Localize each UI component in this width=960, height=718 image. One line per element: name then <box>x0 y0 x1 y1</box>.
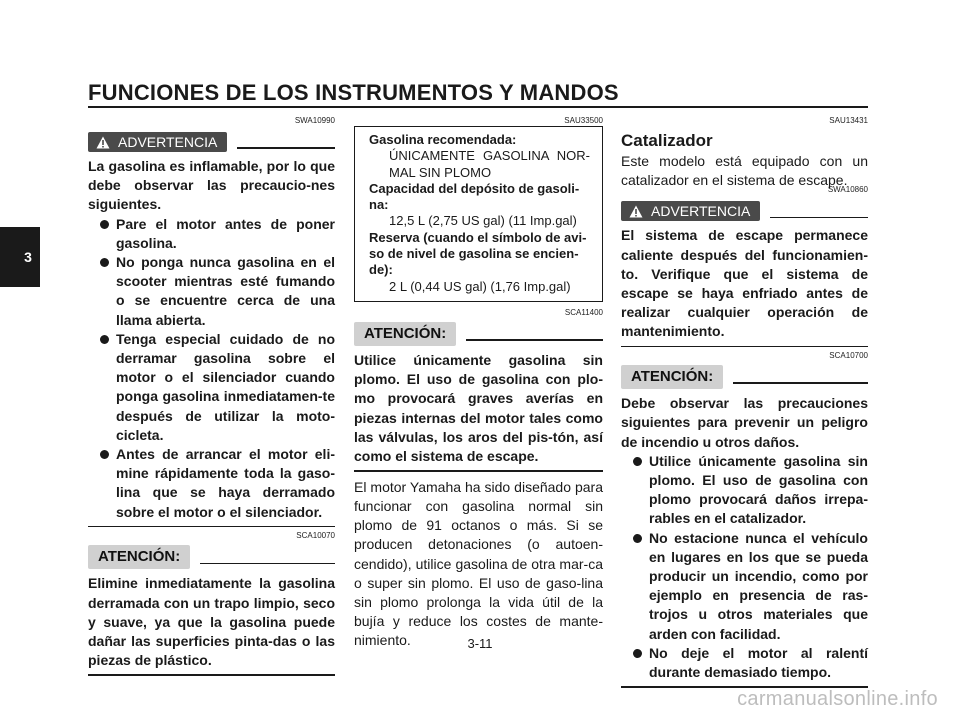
spec-label: Gasolina recomendada: <box>369 132 517 147</box>
body-text: El motor Yamaha ha sido diseñado para funcionar con gasolina normal sin plomo de 91 octanos o más. Si se producen detonaciones (o autoen-cendido), utilice gasolina de otra mar-ca o super sin plomo. El uso de gaso-lina sin plomo prolonga la vida útil de la bujía y reduce los costes de mante-nimiento. <box>354 478 603 649</box>
column-right <box>621 116 868 688</box>
notice-label-row <box>621 365 868 389</box>
section-end-rule <box>621 346 868 348</box>
spec-value: 2 L (0,44 US gal) (1,76 Imp.gal) <box>389 278 571 294</box>
spec-value: ÚNICAMENTE GASOLINA NOR-MAL SIN PLOMO <box>389 148 590 180</box>
watermark: carmanualsonline.info <box>737 688 938 710</box>
label-rule <box>770 217 868 219</box>
warning-triangle-icon <box>96 136 110 149</box>
bullet-item: No deje el motor al ralentí durante demasiado tiempo. <box>621 644 868 682</box>
bullet-item: No ponga nunca gasolina en el scooter mientras esté fumando o se encuentre cerca de una llama abierta. <box>88 253 335 330</box>
bullet-dot-icon <box>100 450 109 459</box>
notice-text: Utilice únicamente gasolina sin plomo. El uso de gasolina con plo-mo provocará graves averías en piezas internas del motor tales como las válvulas, los aros del pis-tón, así como el sistema de escape. <box>354 351 603 464</box>
bullet-item: Utilice únicamente gasolina sin plomo. El uso de gasolina con plomo provocará daños irrepa-rables en el catalizador. <box>621 452 868 529</box>
notice-label: ATENCIÓN: <box>88 545 190 569</box>
section-end-rule <box>354 470 603 472</box>
spec-label: Reserva (cuando el símbolo de avi-so de nivel de gasolina se encien-de): <box>369 229 587 278</box>
bullet-item: Antes de arrancar el motor eli-mine rápidamente toda la gaso-lina que se haya derramado sobre el motor o el silenciador. <box>88 445 335 522</box>
section-code: SAU13431 <box>829 116 868 125</box>
page-number: 3-11 <box>467 636 493 651</box>
warning-intro: La gasolina es inflamable, por lo que debe observar las precaucio-nes siguientes. <box>88 158 335 213</box>
spec-label: Capacidad del depósito de gasoli-na: <box>369 180 580 213</box>
warning-label-text: ADVERTENCIA <box>118 134 218 150</box>
warning-code: SWA10990 <box>294 116 335 125</box>
page-header-title: FUNCIONES DE LOS INSTRUMENTOS Y MANDOS <box>88 80 619 105</box>
notice-text: Elimine inmediatamente la gasolina derramada con un trapo limpio, seco y suave, ya que la gasolina puede dañar las superficies pinta-das o las piezas de plástico. <box>88 575 335 669</box>
warning-label-row <box>621 199 868 223</box>
section-end-rule <box>88 526 335 528</box>
warning-bullets <box>88 215 335 522</box>
warning-label <box>88 132 227 152</box>
warning-label-text: ADVERTENCIA <box>651 203 751 220</box>
bullet-item: No estacione nunca el vehículo en lugares en los que se pueda producir un incendio, como por ejemplo en presencia de ras-trojos u otros materiales que arden con facilidad. <box>621 529 868 644</box>
bullet-item: Pare el motor antes de poner gasolina. <box>88 215 335 253</box>
spec-value: 12,5 L (2,75 US gal) (11 Imp.gal) <box>389 213 577 229</box>
bullet-dot-icon <box>100 335 109 344</box>
column-left <box>88 116 335 676</box>
label-rule <box>466 339 603 341</box>
warning-text: El sistema de escape permanece caliente después del funcionamien-to. Verifique que el sistema de escape se haya enfriado antes de realizar cualquier operación de mantenimiento. <box>621 227 868 340</box>
section-code: SAU33500 <box>564 116 603 125</box>
fuel-spec-box <box>354 126 603 302</box>
intro-text: Este modelo está equipado con un catalizador en el sistema de escape. <box>621 153 868 189</box>
notice-label: ATENCIÓN: <box>354 322 456 346</box>
notice-label-row <box>88 545 335 569</box>
header-rule <box>88 106 868 108</box>
label-rule <box>200 563 335 565</box>
warning-code: SWA10860 <box>827 185 868 195</box>
warning-triangle-icon <box>629 205 643 218</box>
bullet-dot-icon <box>100 220 109 229</box>
bullet-dot-icon <box>633 457 642 466</box>
notice-label-row <box>354 322 603 346</box>
label-rule <box>237 147 335 149</box>
section-end-rule <box>88 674 335 676</box>
bullet-item: Tenga especial cuidado de no derramar gasolina sobre el motor o el silenciador cuando ponga gasolina inmediatamen-te después de utilizar la moto-cicleta. <box>88 330 335 445</box>
bullet-dot-icon <box>633 534 642 543</box>
notice-code: SCA10700 <box>829 351 868 361</box>
warning-label-row <box>88 130 335 154</box>
label-rule <box>733 382 868 384</box>
notice-code: SCA10070 <box>296 531 335 541</box>
notice-label: ATENCIÓN: <box>621 365 723 389</box>
column-middle <box>354 116 603 651</box>
chapter-tab: 3 <box>0 227 40 287</box>
bullet-dot-icon <box>100 258 109 267</box>
notice-code: SCA11400 <box>564 307 603 317</box>
section-title: Catalizador <box>621 131 713 150</box>
warning-label <box>621 201 760 221</box>
notice-intro: Debe observar las precauciones siguientes para prevenir un peligro de incendio u otros daños. <box>621 395 868 450</box>
